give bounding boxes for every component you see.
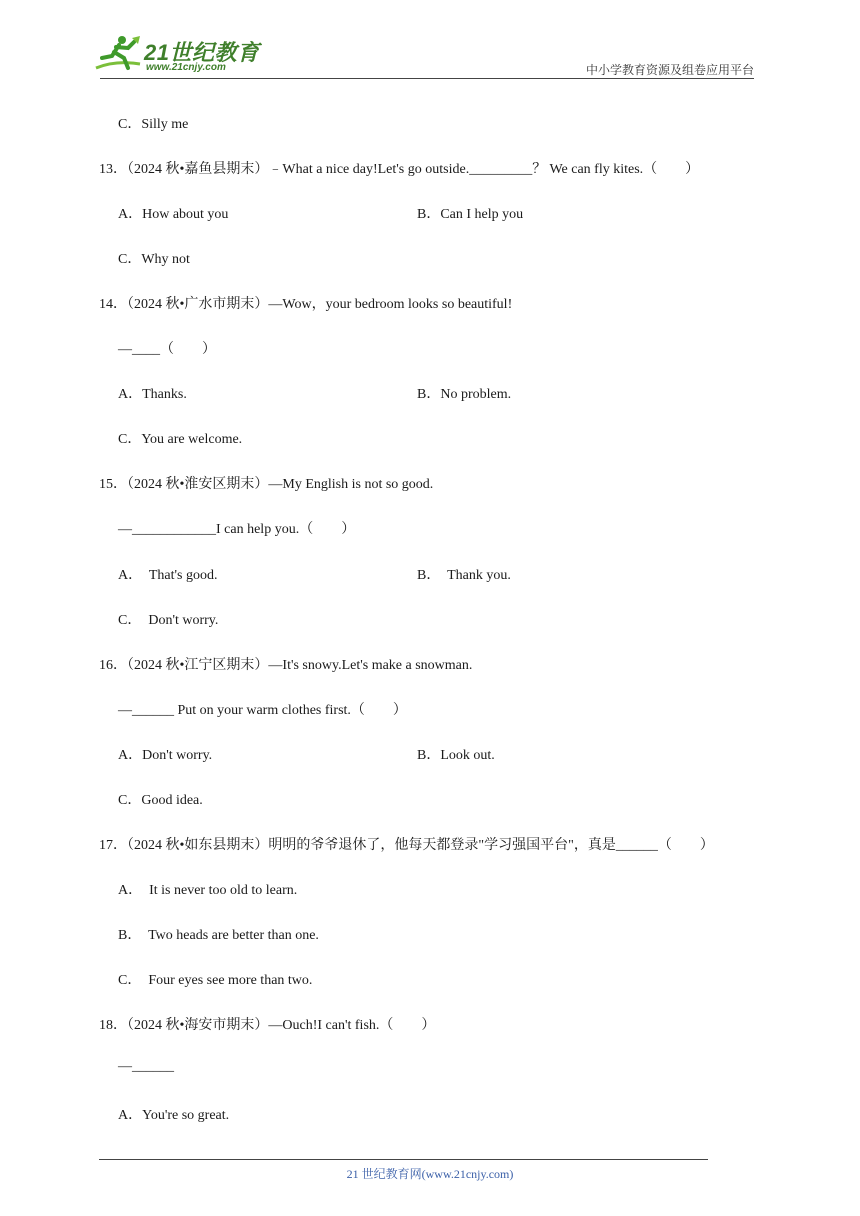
question-17: 17．（2024 秋•如东县期末）明明的爷爷退休了，他每天都登录"学习强国平台"，真是______（ ） [99,838,714,853]
q13-option-b: B．Can I help you [417,207,524,222]
question-15: 15．（2024 秋•淮安区期末）—My English is not so good. [99,477,434,492]
q12-option-c: C．Silly me [118,117,189,132]
footer-divider [99,1159,708,1160]
logo-text: 21世纪教育 [144,40,260,65]
question-18: 18．（2024 秋•海安市期末）—Ouch!I can't fish.（ ） [99,1018,436,1033]
q17-option-c: C． Four eyes see more than two. [118,973,313,988]
site-logo[interactable] [92,34,262,78]
q14-option-b: B．No problem. [417,387,512,402]
runner-logo-icon [92,34,144,74]
q15-response-line: —____________I can help you.（ ） [118,522,356,537]
q14-response-line: —____（ ） [118,342,216,357]
question-14: 14．（2024 秋•广水市期末）—Wow，your bedroom looks so beautiful! [99,297,513,312]
platform-name: 中小学教育资源及组卷应用平台 [585,63,754,77]
q14-option-c: C．You are welcome. [118,432,243,447]
q18-option-a: A．You're so great. [118,1108,230,1123]
q13-option-a: A．How about you [118,207,229,222]
question-16: 16．（2024 秋•江宁区期末）—It's snowy.Let's make a snowman. [99,658,473,673]
q15-option-a: A． That's good. [118,568,218,583]
q13-option-c: C．Why not [118,252,190,267]
header-divider [100,78,754,79]
q16-response-line: —______ Put on your warm clothes first.（ ） [118,703,407,718]
logo-url: www.21cnjy.com [146,62,226,73]
q15-option-b: B． Thank you. [417,568,511,583]
q16-option-b: B．Look out. [417,748,495,763]
page-header [0,0,860,80]
q17-option-b: B． Two heads are better than one. [118,928,319,943]
q14-option-a: A．Thanks. [118,387,187,402]
q15-option-c: C． Don't worry. [118,613,219,628]
q17-option-a: A． It is never too old to learn. [118,883,298,898]
question-13: 13．（2024 秋•嘉鱼县期末）﹣What a nice day!Let's go outside._________？ We can fly kites.（ ） [99,162,700,177]
q16-option-a: A．Don't worry. [118,748,213,763]
q18-response-line: —______ [118,1059,174,1074]
q16-option-c: C．Good idea. [118,793,203,808]
footer-link[interactable]: 21 世纪教育网(www.21cnjy.com) [346,1167,514,1181]
